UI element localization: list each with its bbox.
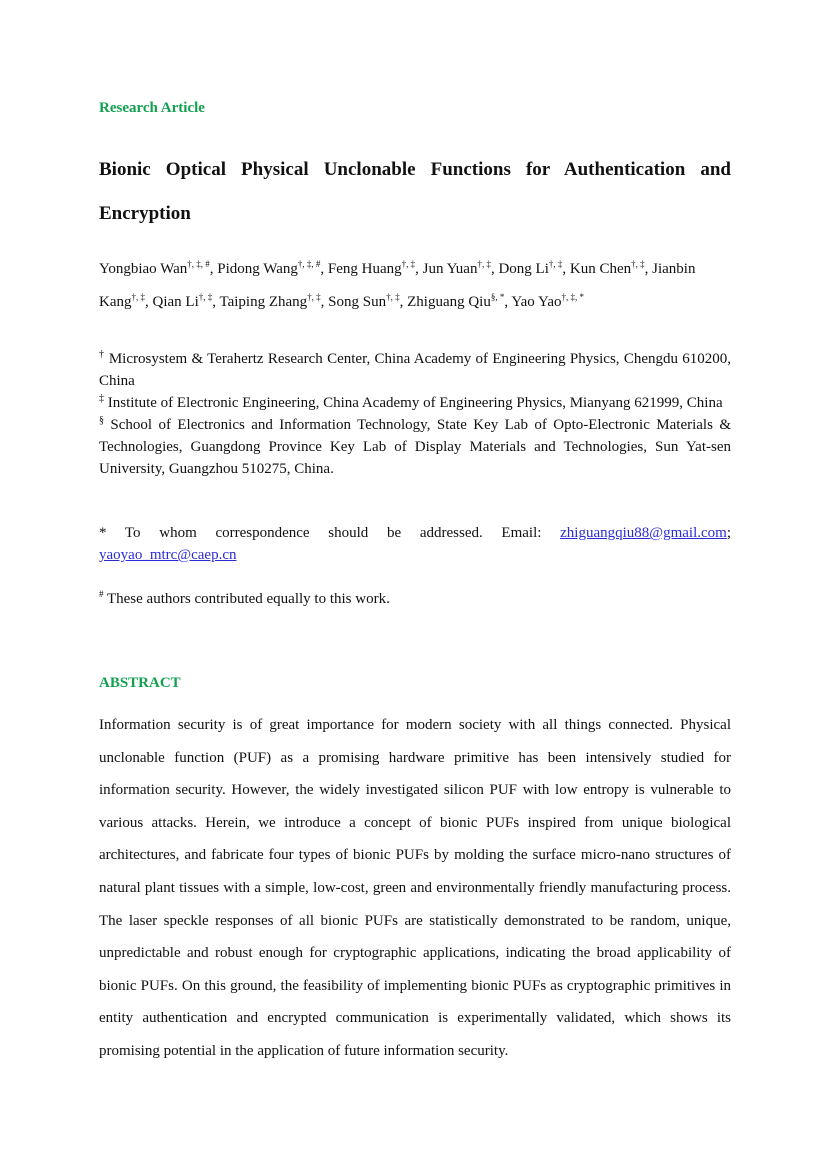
affiliation-item: § School of Electronics and Information Technology, State Key Lab of Opto-Electronic Materials & Technologies, Guangdong Province Key Lab of Display Materials and Technologies, Sun Yat-sen University, Guangzhou 510275, China. — [99, 415, 732, 477]
article-type-label: Research Article — [99, 100, 205, 116]
affiliation-item: ‡ Institute of Electronic Engineering, China Academy of Engineering Physics, Mianyang 621999, China — [99, 393, 723, 411]
abstract-heading: ABSTRACT — [99, 675, 181, 691]
author: Feng Huang†, ‡ — [327, 259, 416, 277]
author: Jianbin Kang†, ‡ — [99, 261, 696, 310]
author: Pidong Wang†, ‡, # — [217, 259, 321, 277]
author: Jun Yuan†, ‡ — [422, 259, 491, 277]
correspondence-note: * To whom correspondence should be addressed. Email: zhiguangqiu88@gmail.com; yaoyao_mtrc@caep.cn — [99, 525, 731, 563]
equal-contribution-note: # These authors contributed equally to this work. — [99, 589, 390, 607]
author-list: Yongbiao Wan†, ‡, #, Pidong Wang†, ‡, #, Feng Huang†, ‡, Jun Yuan†, ‡, Dong Li†, ‡, Kun Chen†, ‡, Jianbin Kang†, ‡, Qian Li†, ‡, Taiping Zhang†, ‡, Song Sun†, ‡, Zhiguang Qiu§, *, Yao Yao†, ‡, * — [99, 259, 696, 310]
abstract-body: Information security is of great importance for modern society with all things connected. Physical unclonable function (PUF) as a promising hardware primitive has been intensively studied for information security. However, the widely investigated silicon PUF with low entropy is vulnerable to various attacks. Herein, we introduce a concept of bionic PUFs inspired from unique biological architectures, and fabricate four types of bionic PUFs by molding the surface micro-nano structures of natural plant tissues with a simple, low-cost, green and environmentally friendly manufacturing process. The laser speckle responses of all bionic PUFs are statistically demonstrated to be random, unique, unpredictable and robust enough for cryptographic applications, indicating the broad applicability of bionic PUFs. On this ground, the feasibility of implementing bionic PUFs as cryptographic primitives in entity authentication and encrypted communication is experimentally validated, which shows its promising potential in the application of future information security. — [99, 717, 731, 1059]
affiliation-item: † Microsystem & Terahertz Research Center, China Academy of Engineering Physics, Chengdu 610200, China — [99, 349, 732, 389]
author: Taiping Zhang†, ‡ — [219, 292, 321, 310]
affiliations — [99, 348, 731, 480]
author: Dong Li†, ‡ — [498, 259, 563, 277]
author: Yao Yao†, ‡, * — [511, 292, 584, 310]
email-link-qiu[interactable]: zhiguangqiu88@gmail.com — [560, 525, 727, 541]
email-link-yao[interactable]: yaoyao_mtrc@caep.cn — [99, 547, 237, 563]
author: Song Sun†, ‡ — [328, 292, 400, 310]
author: Zhiguang Qiu§, * — [407, 292, 505, 310]
author: Yongbiao Wan†, ‡, # — [99, 259, 210, 277]
author: Kun Chen†, ‡ — [569, 259, 645, 277]
author: Qian Li†, ‡ — [152, 292, 213, 310]
paper-title: Bionic Optical Physical Unclonable Functions for Authentication and Encryption — [99, 159, 731, 224]
